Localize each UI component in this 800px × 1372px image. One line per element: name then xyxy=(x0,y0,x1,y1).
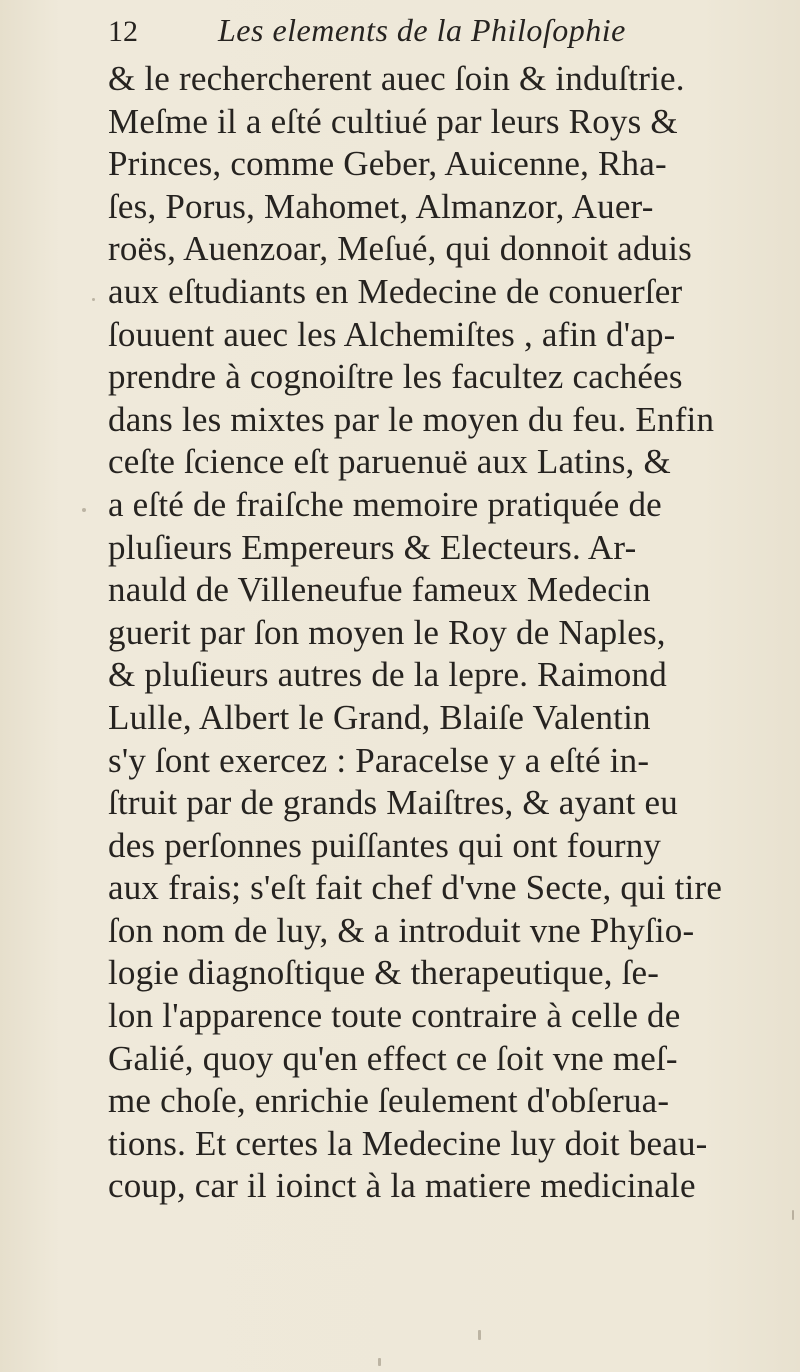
text-line: guerit par ſon moyen le Roy de Naples, xyxy=(108,612,666,652)
text-line: des perſonnes puiſſantes qui ont fourny xyxy=(108,825,662,865)
text-line: a eſté de fraiſche memoire pratiquée de xyxy=(108,484,662,524)
body-text xyxy=(108,58,768,1208)
text-line: Lulle, Albert le Grand, Blaiſe Valentin xyxy=(108,697,651,737)
text-line: dans les mixtes par le moyen du feu. Enfin xyxy=(108,399,715,439)
paper-speck xyxy=(792,1210,794,1220)
running-head xyxy=(108,12,708,60)
text-line: roës, Auenzoar, Meſué, qui donnoit aduis xyxy=(108,229,692,269)
text-line: coup, car il ioinct à la matiere medicinale xyxy=(108,1166,696,1206)
text-line: ſes, Porus, Mahomet, Almanzor, Auer- xyxy=(108,186,654,226)
text-line: s'y ſont exercez : Paracelse y a eſté in- xyxy=(108,740,650,780)
text-line: nauld de Villeneufue fameux Medecin xyxy=(108,570,651,610)
text-line: ſouuent auec les Alchemiſtes , afin d'ap- xyxy=(108,314,676,354)
text-line: aux eſtudiants en Medecine de conuerſer xyxy=(108,271,683,311)
running-title: Les elements de la Philoſophie xyxy=(218,12,626,48)
text-line: prendre à cognoiſtre les facultez cachées xyxy=(108,357,683,397)
paper-speck xyxy=(478,1330,481,1340)
paper-speck xyxy=(92,298,95,301)
text-line: ſtruit par de grands Maiſtres, & ayant eu xyxy=(108,783,678,823)
text-line: logie diagnoſtique & therapeutique, ſe- xyxy=(108,953,660,993)
text-line: Meſme il a eſté cultiué par leurs Roys & xyxy=(108,101,678,141)
text-line: tions. Et certes la Medecine luy doit beau- xyxy=(108,1123,708,1163)
page-number: 12 xyxy=(108,15,138,48)
text-line: pluſieurs Empereurs & Electeurs. Ar- xyxy=(108,527,637,567)
text-line: & pluſieurs autres de la lepre. Raimond xyxy=(108,655,667,695)
text-line: Galié, quoy qu'en effect ce ſoit vne meſ- xyxy=(108,1038,678,1078)
text-line: lon l'apparence toute contraire à celle de xyxy=(108,996,681,1036)
text-line: Princes, comme Geber, Auicenne, Rha- xyxy=(108,144,667,184)
text-line: ceſte ſcience eſt paruenuë aux Latins, & xyxy=(108,442,671,482)
text-line: me choſe, enrichie ſeulement d'obſerua- xyxy=(108,1081,670,1121)
text-line: ſon nom de luy, & a introduit vne Phyſio- xyxy=(108,910,695,950)
text-line: & le rechercherent auec ſoin & induſtrie. xyxy=(108,59,685,98)
paper-speck xyxy=(378,1358,381,1366)
paper-speck xyxy=(82,508,86,512)
text-line: aux frais; s'eſt fait chef d'vne Secte, qui tire xyxy=(108,868,723,908)
